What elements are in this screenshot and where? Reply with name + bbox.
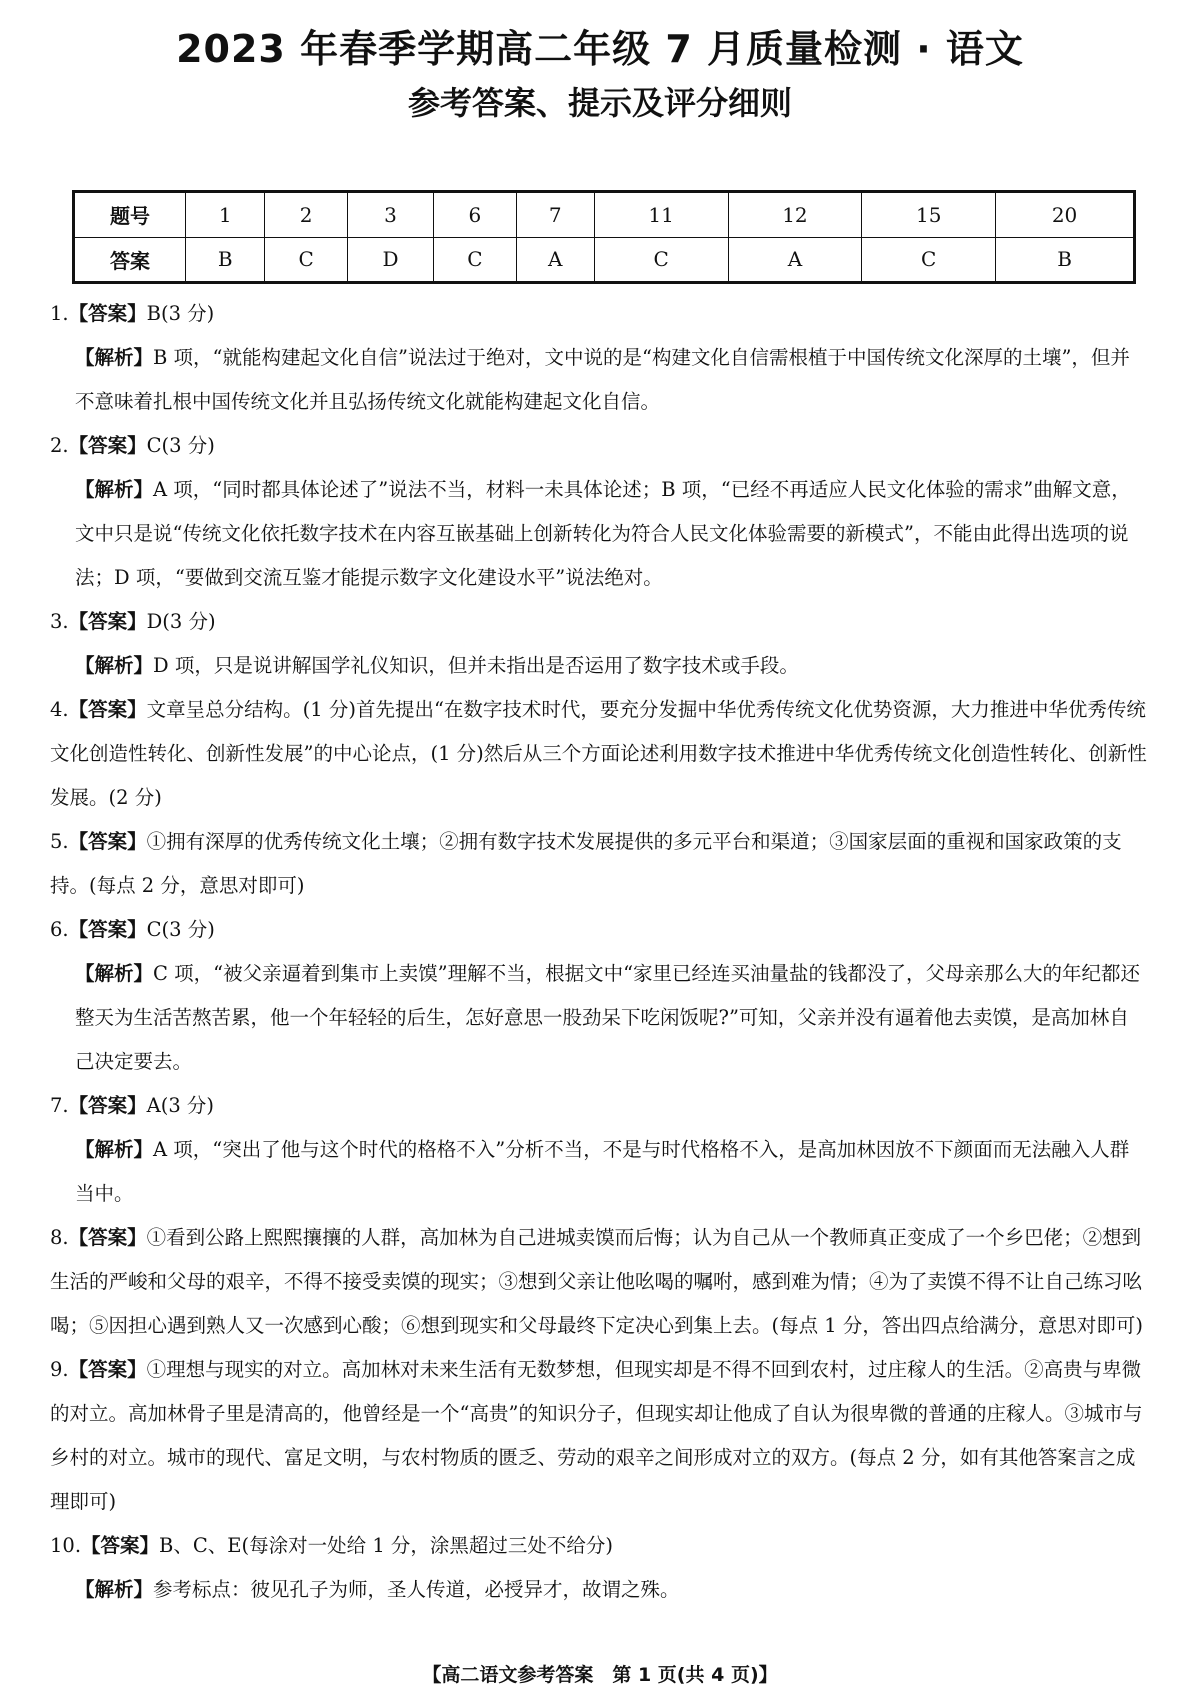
analysis-text: C 项，“被父亲逼着到集市上卖馍”理解不当，根据文中“家里已经连买油量盐的钱都没了，父母亲那么大的年纪都还整天为生活苦熬苦累，他一个年轻轻的后生，怎好意思一股劲呆下吃闲饭呢?”可知，父亲并没有逼着他去卖馍，是高加林自己决定要去。 (75, 962, 1141, 1073)
answer-tag: 【答案】 (68, 1094, 147, 1117)
answer-item (50, 908, 1148, 952)
page-title: 2023 年春季学期高二年级 7 月质量检测 · 语文 (176, 27, 1024, 71)
answer-cell: B (996, 237, 1135, 283)
analysis-item (50, 1568, 1148, 1612)
analysis-text: D 项，只是说讲解国学礼仪知识，但并未指出是否运用了数字技术或手段。 (153, 654, 799, 677)
item-number: 10. (50, 1534, 82, 1557)
analysis-item (50, 336, 1148, 424)
analysis-item (50, 1128, 1148, 1216)
analysis-item (50, 468, 1148, 600)
question-number-cell: 11 (594, 192, 728, 238)
question-number-cell: 2 (265, 192, 348, 238)
answer-tag: 【答案】 (68, 610, 147, 633)
table-row-questions (74, 192, 1135, 238)
answer-text: B(3 分) (146, 302, 215, 325)
answer-text: 文章呈总分结构。(1 分)首先提出“在数字技术时代，要充分发掘中华优秀传统文化优势资源，大力推进中华优秀传统文化创造性转化、创新性发展”的中心论点，(1 分)然后从三个方面论述利用数字技术推进中华优秀传统文化创造性转化、创新性发展。(2 分) (50, 698, 1147, 809)
answer-cell: A (728, 237, 862, 283)
analysis-item (50, 952, 1148, 1084)
answer-text: B、C、E(每涂对一处给 1 分，涂黑超过三处不给分) (159, 1534, 614, 1557)
answer-tag: 【答案】 (68, 1226, 147, 1249)
page-footer: 【高二语文参考答案 第 1 页(共 4 页)】 (422, 1664, 778, 1686)
question-number-header: 题号 (74, 192, 186, 238)
answer-cell: C (265, 237, 348, 283)
item-number: 4. (50, 698, 69, 721)
question-number-cell: 6 (434, 192, 517, 238)
answer-explanations (50, 292, 1148, 1612)
analysis-text: A 项，“同时都具体论述了”说法不当，材料一未具体论述；B 项，“已经不再适应人民文化体验的需求”曲解文意，文中只是说“传统文化依托数字技术在内容互嵌基础上创新转化为符合人民文化体验需要的新模式”，不能由此得出选项的说法；D 项，“要做到交流互鉴才能提示数字文化建设水平”说法绝对。 (75, 478, 1131, 589)
analysis-tag: 【解析】 (75, 1138, 154, 1161)
answer-item (50, 1348, 1148, 1524)
answer-item (50, 600, 1148, 644)
question-number-cell: 12 (728, 192, 862, 238)
answer-text: D(3 分) (146, 610, 216, 633)
answer-tag: 【答案】 (68, 698, 147, 721)
answer-item (50, 820, 1148, 908)
answer-cell: C (434, 237, 517, 283)
answer-item (50, 292, 1148, 336)
answer-tag: 【答案】 (68, 1358, 147, 1381)
answer-cell: D (347, 237, 433, 283)
answer-tag: 【答案】 (68, 434, 147, 457)
question-number-cell: 20 (996, 192, 1135, 238)
analysis-tag: 【解析】 (75, 654, 154, 677)
answer-tag: 【答案】 (81, 1534, 160, 1557)
answer-text: ①理想与现实的对立。高加林对未来生活有无数梦想，但现实却是不得不回到农村，过庄稼人的生活。②高贵与卑微的对立。高加林骨子里是清高的，他曾经是一个“高贵”的知识分子，但现实却让他成了自认为很卑微的普通的庄稼人。③城市与乡村的对立。城市的现代、富足文明，与农村物质的匮乏、劳动的艰辛之间形成对立的双方。(每点 2 分，如有其他答案言之成理即可) (50, 1358, 1143, 1513)
item-number: 6. (50, 918, 69, 941)
item-number: 3. (50, 610, 69, 633)
answer-cell: C (862, 237, 996, 283)
analysis-tag: 【解析】 (75, 962, 154, 985)
answer-item (50, 1524, 1148, 1568)
answer-table (72, 190, 1136, 284)
answer-item (50, 1084, 1148, 1128)
analysis-text: A 项，“突出了他与这个时代的格格不入”分析不当，不是与时代格格不入，是高加林因放不下颜面而无法融入人群当中。 (75, 1138, 1130, 1205)
question-number-cell: 1 (186, 192, 265, 238)
analysis-tag: 【解析】 (75, 1578, 154, 1601)
analysis-tag: 【解析】 (75, 478, 154, 501)
item-number: 5. (50, 830, 69, 853)
answer-text: C(3 分) (146, 434, 215, 457)
answer-text: C(3 分) (146, 918, 215, 941)
item-number: 7. (50, 1094, 69, 1117)
answer-cell: B (186, 237, 265, 283)
answer-text: A(3 分) (146, 1094, 215, 1117)
answer-tag: 【答案】 (68, 918, 147, 941)
question-number-cell: 3 (347, 192, 433, 238)
answer-item (50, 1216, 1148, 1348)
analysis-item (50, 644, 1148, 688)
table-row-answers (74, 237, 1135, 283)
answer-item (50, 424, 1148, 468)
answer-text: ①看到公路上熙熙攘攘的人群，高加林为自己进城卖馍而后悔；认为自己从一个教师真正变成了一个乡巴佬；②想到生活的严峻和父母的艰辛，不得不接受卖馍的现实；③想到父亲让他吆喝的嘱咐，感到难为情；④为了卖馍不得不让自己练习吆喝；⑤因担心遇到熟人又一次感到心酸；⑥想到现实和父母最终下定决心到集上去。(每点 1 分，答出四点给满分，意思对即可) (50, 1226, 1144, 1337)
item-number: 1. (50, 302, 69, 325)
answer-header: 答案 (74, 237, 186, 283)
answer-tag: 【答案】 (68, 302, 147, 325)
question-number-cell: 7 (516, 192, 594, 238)
answer-item (50, 688, 1148, 820)
answer-cell: C (594, 237, 728, 283)
analysis-text: 参考标点：彼见孔子为师，圣人传道，必授异才，故谓之殊。 (153, 1578, 680, 1601)
analysis-tag: 【解析】 (75, 346, 154, 369)
page-subtitle: 参考答案、提示及评分细则 (407, 84, 792, 122)
question-number-cell: 15 (862, 192, 996, 238)
item-number: 2. (50, 434, 69, 457)
answer-tag: 【答案】 (68, 830, 147, 853)
analysis-text: B 项，“就能构建起文化自信”说法过于绝对，文中说的是“构建文化自信需根植于中国传统文化深厚的土壤”，但并不意味着扎根中国传统文化并且弘扬传统文化就能构建起文化自信。 (75, 346, 1130, 413)
item-number: 8. (50, 1226, 69, 1249)
item-number: 9. (50, 1358, 69, 1381)
answer-cell: A (516, 237, 594, 283)
answer-text: ①拥有深厚的优秀传统文化土壤；②拥有数字技术发展提供的多元平台和渠道；③国家层面的重视和国家政策的支持。(每点 2 分，意思对即可) (50, 830, 1122, 897)
